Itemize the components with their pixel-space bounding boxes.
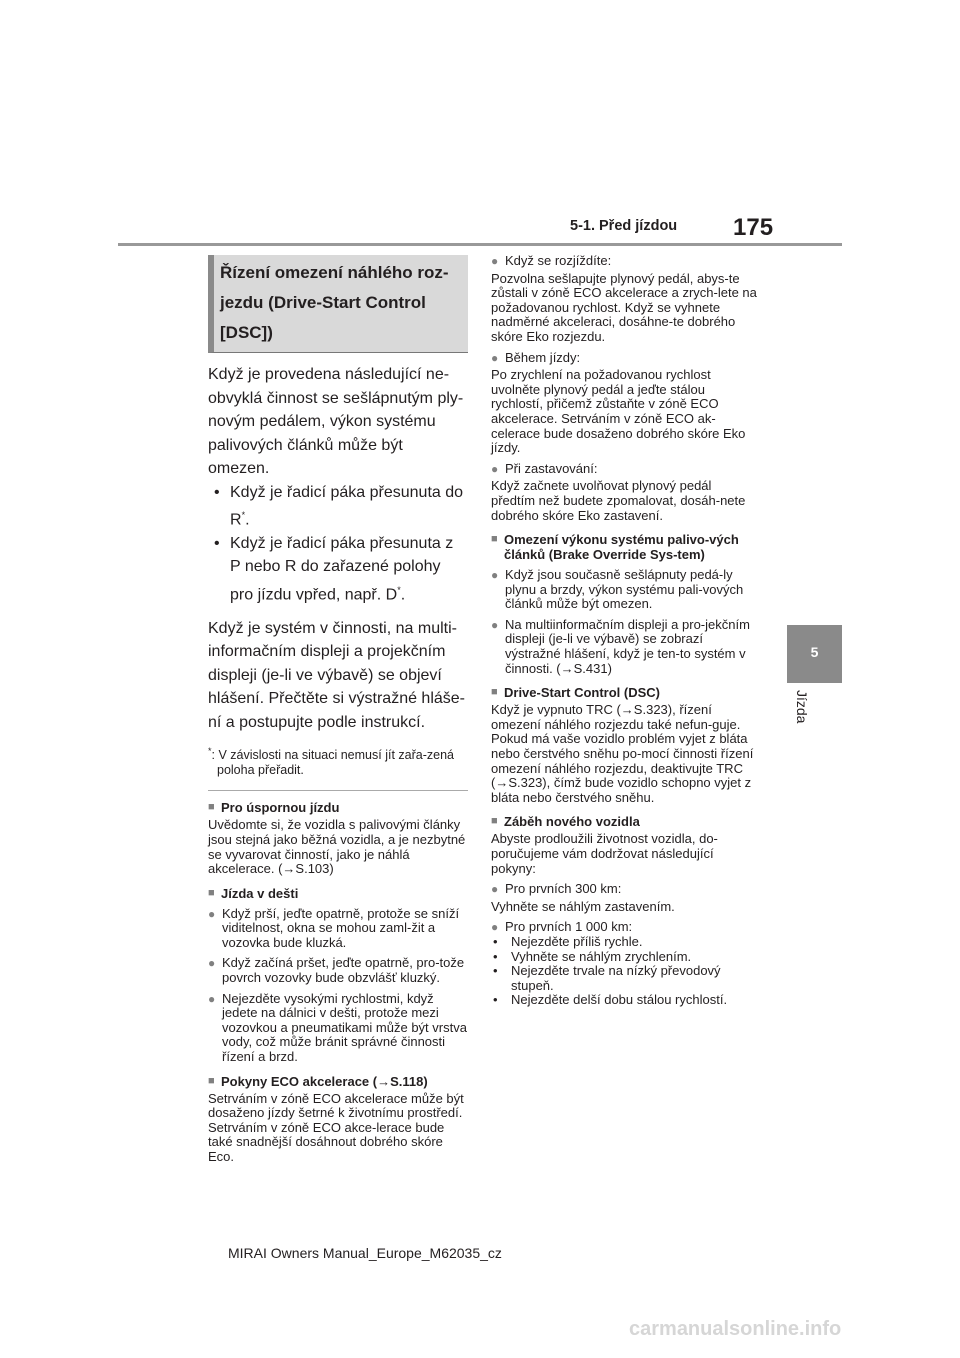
note-heading: ■ Pro úspornou jízdu — [208, 800, 468, 815]
footnote: *: V závislosti na situaci nemusí jít zařa-zená poloha přeřadit. — [208, 746, 454, 778]
dash-item: • Nejezděte trvale na nízký převodový stupeň. — [491, 964, 758, 993]
note-paragraph: Pozvolna sešlapujte plynový pedál, abys-te zůstali v zóně ECO akcelerace a zrych-lete na požadovanou rychlost. Když se vyhnete nadměrné akceleraci, dosáhne-te dobrého skóre Eko rozjezdu. — [491, 270, 757, 344]
note-item: ● Když jsou současně sešlápnuty pedá-ly plynu a brzdy, výkon systému pali-vových článků může být omezen. — [491, 568, 758, 612]
note-heading: ■ Omezení výkonu systému palivo-vých článků (Brake Override Sys-tem) — [491, 532, 758, 562]
note-item: ● Nejezděte vysokými rychlostmi, když jedete na dálnici v dešti, protože mezi vozovkou a pneumatikami může být vrstva vody, což může bránit správné činnosti řízení a brzd. — [208, 992, 468, 1065]
title-line: [DSC]) — [220, 323, 273, 342]
condition-bullet: • Když je řadicí páka přesunuta z P nebo R do zařazené polohy pro jízdu vpřed, např. D*. — [208, 532, 468, 607]
note-paragraph: Uvědomte si, že vozidla s palivovými články jsou stejná jako běžná vozidla, a je nezbytné se vyvarovat činností, jako je náhlá akcelerace. (→S.103) — [208, 817, 466, 877]
section-title: 5-1. Před jízdou — [570, 218, 678, 234]
note-heading: ■ Jízda v dešti — [208, 886, 468, 901]
right-column — [491, 254, 758, 1008]
dash-item: • Vyhněte se náhlým zrychlením. — [491, 950, 758, 965]
title-line: Řízení omezení náhlého roz- — [220, 263, 449, 282]
note-paragraph: Když začnete uvolňovat plynový pedál předtím než budete zpomalovat, dosáh-nete dobrého skóre Eko zastavení. — [491, 478, 746, 523]
note-item: ● Pro prvních 1 000 km: — [491, 920, 758, 935]
note-item: ● Na multiinformačním displeji a pro-jekčním displeji (je-li ve výbavě) se zobrazí výstražné hlášení, když je ten-to systém v činnosti. (→S.431) — [491, 618, 758, 676]
note-item: ● Když se rozjíždíte: — [491, 254, 758, 269]
note-item: ● Při zastavování: — [491, 462, 758, 477]
note-item: ● Když začíná pršet, jeďte opatrně, pro-tože povrch vozovky bude obzvlášť kluzký. — [208, 956, 468, 985]
manual-footer: MIRAI Owners Manual_Europe_M62035_cz — [228, 1245, 502, 1261]
note-heading: ■ Záběh nového vozidla — [491, 814, 758, 829]
note-paragraph: Setrváním v zóně ECO akcelerace může být dosaženo jízdy šetrné k životnímu prostředí. Setrváním v zóně ECO akce-lerace bude také snadnější dosáhnout dobrého skóre Eco. — [208, 1090, 464, 1164]
page-number: 175 — [733, 214, 774, 241]
left-column — [208, 255, 468, 1165]
chapter-label: Jízda — [794, 690, 810, 724]
note-paragraph: Po zrychlení na požadovanou rychlost uvolněte plynový pedál a jeďte stálou rychlostí, přičemž zůstaňte v zóně ECO akcelerace. Setrváním v zóně ECO ak-celerace bude dosaženo dobrého skóre Eko jízdy. — [491, 367, 746, 456]
chapter-tab[interactable]: 5 — [787, 625, 842, 683]
note-item: ● Pro prvních 300 km: — [491, 882, 758, 897]
condition-bullet: • Když je řadicí páka přesunuta do R*. — [208, 481, 468, 532]
note-paragraph: Abyste prodloužili životnost vozidla, do-poručujeme vám dodržovat následující pokyny: — [491, 831, 718, 876]
outro-paragraph: Když je systém v činnosti, na multi-informačním displeji a projekčním displeji (je-li ve výbavě) se objeví hlášení. Přečtěte si výstražné hláše-ní a postupujte podle instrukcí. — [208, 619, 466, 731]
dash-item: • Nejezděte delší dobu stálou rychlostí. — [491, 993, 758, 1008]
note-heading: ■ Drive-Start Control (DSC) — [491, 685, 758, 700]
note-item: ● Během jízdy: — [491, 351, 758, 366]
note-heading: ■ Pokyny ECO akcelerace (→S.118) — [208, 1074, 468, 1089]
note-item: ● Když prší, jeďte opatrně, protože se sníží viditelnost, okna se mohou zaml-žit a vozovka bude kluzká. — [208, 907, 468, 951]
watermark[interactable]: carmanualsonline.info — [629, 1318, 842, 1340]
note-paragraph: Když je vypnuto TRC (→S.323), řízení omezení náhlého rozjezdu také nefun-guje. Pokud má vaše vozidlo problém vyjet z bláta nebo čerstvého sněhu po-mocí činnosti řízení omezení náhlého rozjezdu, deaktivujte TRC (→S.323), čímž bude vozidlo schopno vyjet z bláta nebo čerstvého sněhu. — [491, 702, 754, 805]
header-divider — [118, 243, 842, 246]
divider — [208, 790, 468, 791]
section-title-box — [208, 255, 468, 353]
note-paragraph: Vyhněte se náhlým zastavením. — [491, 898, 675, 914]
notes-list — [208, 800, 468, 1164]
intro-paragraph: Když je provedena následující ne-obvyklá činnost se sešlápnutým ply-novým pedálem, výkon systému palivových článků může být omezen. — [208, 366, 464, 477]
dash-item: • Nejezděte příliš rychle. — [491, 935, 758, 950]
title-line: jezdu (Drive-Start Control — [220, 293, 426, 312]
